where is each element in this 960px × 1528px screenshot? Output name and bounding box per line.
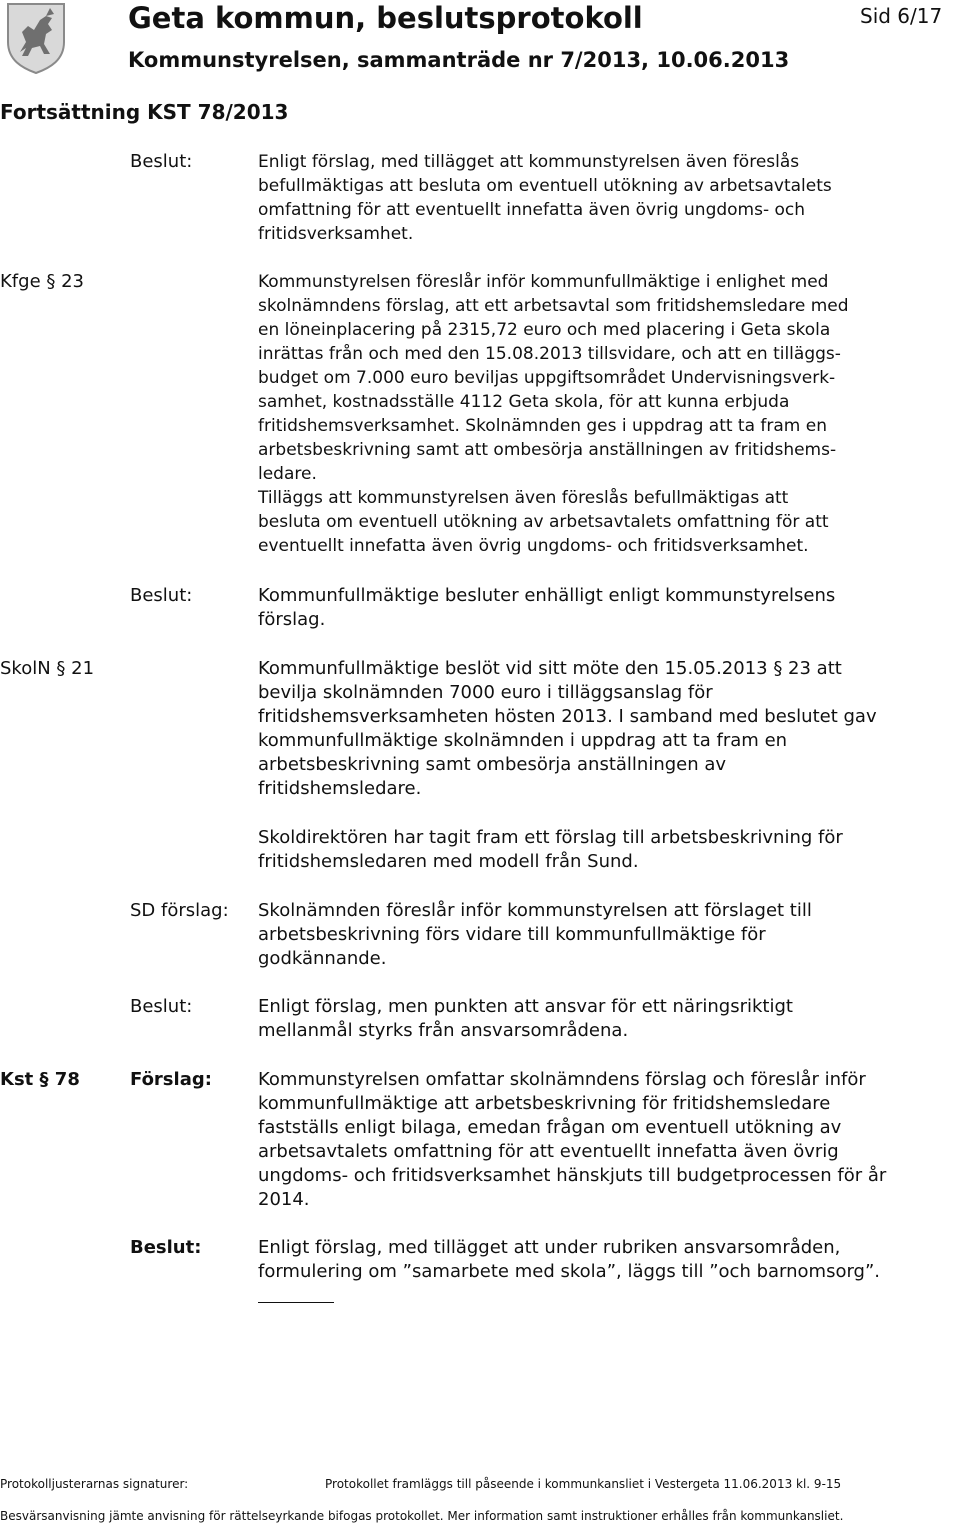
text-line: Enligt förslag, men punkten att ansvar för ett näringsriktigt bbox=[258, 996, 793, 1017]
text-line: Kommunstyrelsen föreslår inför kommunfullmäktige i enlighet med bbox=[258, 272, 829, 292]
text-line: kommunfullmäktige skolnämnden i uppdrag att ta fram en bbox=[258, 730, 788, 751]
text-line: ungdoms- och fritidsverksamhet hänskjuts till budgetprocessen för år bbox=[258, 1165, 887, 1186]
text-line: omfattning för att eventuellt innefatta även övrig ungdoms- och bbox=[258, 200, 806, 220]
text-line: fastställs enligt bilaga, emedan frågan om eventuell utökning av bbox=[258, 1117, 842, 1138]
text-line: Skolnämnden föreslår inför kommunstyrelsen att förslaget till bbox=[258, 900, 812, 921]
text-line: fritidshemsledaren med modell från Sund. bbox=[258, 851, 639, 872]
skoln-beslut-text bbox=[258, 995, 958, 1043]
section-label-kfge: Kfge § 23 bbox=[0, 271, 84, 292]
section-label-skoln: SkolN § 21 bbox=[0, 658, 95, 679]
text-line: mellanmål styrks från ansvarsområdena. bbox=[258, 1020, 629, 1041]
text-line: Skoldirektören har tagit fram ett förslag till arbetsbeskrivning för bbox=[258, 827, 843, 848]
text-line: fritidsverksamhet. bbox=[258, 224, 414, 244]
crest-icon bbox=[6, 2, 66, 74]
kst-beslut-text bbox=[258, 1236, 958, 1284]
page-number: Sid 6/17 bbox=[860, 4, 943, 28]
text-line: förslag. bbox=[258, 609, 326, 630]
beslut-text bbox=[258, 150, 958, 246]
text-line: eventuellt innefatta även övrig ungdoms- och fritidsverksamhet. bbox=[258, 536, 809, 556]
text-line: inrättas från och med den 15.08.2013 tillsvidare, och att en tilläggs- bbox=[258, 344, 841, 364]
text-line: befullmäktigas att besluta om eventuell utökning av arbetsavtalets bbox=[258, 176, 832, 196]
section-label-kst: Kst § 78 bbox=[0, 1069, 80, 1090]
text-line: fritidshemsverksamhet. Skolnämnden ges i uppdrag att ta fram en bbox=[258, 416, 828, 436]
meeting-subtitle: Kommunstyrelsen, sammanträde nr 7/2013, 10.06.2013 bbox=[128, 48, 790, 72]
text-line: arbetsavtalets omfattning för att eventuellt innefatta även övrig bbox=[258, 1141, 839, 1162]
kfge-text bbox=[258, 270, 958, 558]
text-line: budget om 7.000 euro beviljas uppgiftsområdet Undervisningsverk- bbox=[258, 368, 836, 388]
beslut-label: Beslut: bbox=[130, 585, 193, 606]
text-line: Kommunstyrelsen omfattar skolnämndens förslag och föreslår inför bbox=[258, 1069, 866, 1090]
text-line: ledare. bbox=[258, 464, 317, 484]
text-line: Kommunfullmäktige besluter enhälligt enligt kommunstyrelsens bbox=[258, 585, 836, 606]
footer-displayed-notice: Protokollet framläggs till påseende i kommunkansliet i Vestergeta 11.06.2013 kl. 9-15 bbox=[325, 1477, 842, 1491]
beslut-label-bold: Beslut: bbox=[130, 1237, 202, 1258]
beslut-label: Beslut: bbox=[130, 151, 193, 172]
text-line: skolnämndens förslag, att ett arbetsavtal som fritidshemsledare med bbox=[258, 296, 849, 316]
text-line: arbetsbeskrivning samt att ombesörja anställningen av fritidshems- bbox=[258, 440, 837, 460]
section-end-rule bbox=[258, 1302, 334, 1303]
sd-forslag-text bbox=[258, 899, 958, 971]
forslag-label: Förslag: bbox=[130, 1069, 212, 1090]
text-line: Tilläggs att kommunstyrelsen även föreslås befullmäktigas att bbox=[258, 488, 789, 508]
footer-appeal-notice: Besvärsanvisning jämte anvisning för rättelseyrkande bifogas protokollet. Mer information samt instruktioner erhålles från kommunkansliet. bbox=[0, 1509, 844, 1523]
sd-forslag-label: SD förslag: bbox=[130, 900, 229, 921]
text-line: fritidshemsverksamheten hösten 2013. I samband med beslutet gav bbox=[258, 706, 877, 727]
text-line: formulering om ”samarbete med skola”, läggs till ”och barnomsorg”. bbox=[258, 1261, 881, 1282]
text-line: fritidshemsledare. bbox=[258, 778, 422, 799]
kst-forslag-text bbox=[258, 1068, 958, 1212]
text-line: Kommunfullmäktige beslöt vid sitt möte den 15.05.2013 § 23 att bbox=[258, 658, 842, 679]
text-line: Enligt förslag, med tillägget att kommunstyrelsen även föreslås bbox=[258, 152, 800, 172]
text-line: arbetsbeskrivning samt ombesörja anställningen av bbox=[258, 754, 727, 775]
text-line: en löneinplacering på 2315,72 euro och med placering i Geta skola bbox=[258, 320, 831, 340]
text-line: Enligt förslag, med tillägget att under rubriken ansvarsområden, bbox=[258, 1237, 841, 1258]
text-line: kommunfullmäktige att arbetsbeskrivning för fritidshemsledare bbox=[258, 1093, 831, 1114]
text-line: besluta om eventuell utökning av arbetsavtalets omfattning för att bbox=[258, 512, 829, 532]
footer-signatures: Protokolljusterarnas signaturer: bbox=[0, 1477, 189, 1491]
continuation-heading: Fortsättning KST 78/2013 bbox=[0, 100, 289, 124]
text-line: godkännande. bbox=[258, 948, 387, 969]
text-line: 2014. bbox=[258, 1189, 310, 1210]
text-line: arbetsbeskrivning förs vidare till kommunfullmäktige för bbox=[258, 924, 766, 945]
text-line: bevilja skolnämnden 7000 euro i tilläggsanslag för bbox=[258, 682, 713, 703]
kfge-beslut-text bbox=[258, 584, 958, 632]
skoln-text-2 bbox=[258, 826, 958, 874]
beslut-label: Beslut: bbox=[130, 996, 193, 1017]
document-title: Geta kommun, beslutsprotokoll bbox=[128, 1, 643, 35]
text-line: samhet, kostnadsställe 4112 Geta skola, för att kunna erbjuda bbox=[258, 392, 790, 412]
skoln-text bbox=[258, 657, 958, 801]
